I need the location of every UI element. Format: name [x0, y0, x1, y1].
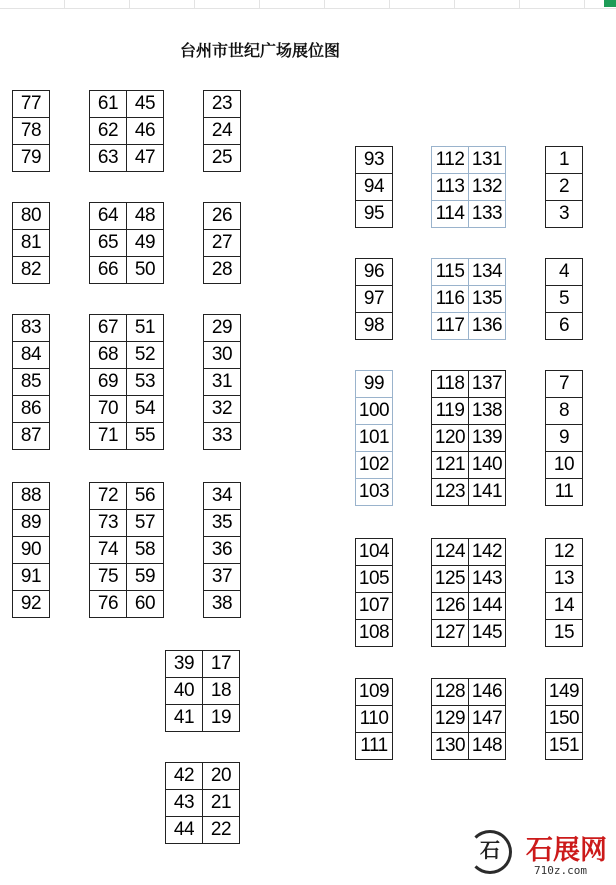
booth-cell: 117 [431, 312, 469, 340]
booth-cell: 96 [355, 258, 393, 286]
booth-cell: 13 [545, 565, 583, 593]
booth-cell: 139 [468, 424, 506, 452]
booth-cell: 50 [126, 256, 164, 284]
booth-cell: 130 [431, 732, 469, 760]
booth-cell: 127 [431, 619, 469, 647]
booth-cell: 90 [12, 536, 50, 564]
booth-cell: 20 [202, 762, 240, 790]
booth-cell: 113 [431, 173, 469, 201]
booth-column [545, 538, 583, 647]
booth-column [468, 370, 506, 506]
booth-column [165, 650, 203, 732]
booth-cell: 65 [89, 229, 127, 257]
booth-cell: 85 [12, 368, 50, 396]
booth-cell: 128 [431, 678, 469, 706]
booth-cell: 83 [12, 314, 50, 342]
booth-cell: 73 [89, 509, 127, 537]
booth-cell: 48 [126, 202, 164, 230]
booth-column [431, 146, 469, 228]
logo-stone-glyph-icon: 石 [480, 838, 500, 862]
booth-column [12, 90, 50, 172]
booth-cell: 12 [545, 538, 583, 566]
booth-cell: 7 [545, 370, 583, 398]
booth-cell: 148 [468, 732, 506, 760]
booth-column [468, 538, 506, 647]
booth-cell: 94 [355, 173, 393, 201]
booth-cell: 19 [202, 704, 240, 732]
watermark-logo [468, 826, 613, 881]
booth-cell: 105 [355, 565, 393, 593]
booth-column [89, 90, 127, 172]
booth-cell: 68 [89, 341, 127, 369]
booth-cell: 51 [126, 314, 164, 342]
booth-cell: 108 [355, 619, 393, 647]
booth-cell: 98 [355, 312, 393, 340]
booth-cell: 142 [468, 538, 506, 566]
booth-cell: 80 [12, 202, 50, 230]
watermark-url: 710z.com [534, 864, 587, 877]
booth-column [89, 314, 127, 450]
booth-column [203, 482, 241, 618]
booth-cell: 116 [431, 285, 469, 313]
booth-column [468, 258, 506, 340]
booth-column [126, 482, 164, 618]
booth-cell: 126 [431, 592, 469, 620]
booth-column [89, 202, 127, 284]
booth-cell: 24 [203, 117, 241, 145]
booth-cell: 123 [431, 478, 469, 506]
booth-column [355, 678, 393, 760]
booth-cell: 149 [545, 678, 583, 706]
booth-column [203, 90, 241, 172]
booth-cell: 93 [355, 146, 393, 174]
booth-cell: 107 [355, 592, 393, 620]
booth-cell: 92 [12, 590, 50, 618]
booth-cell: 11 [545, 478, 583, 506]
booth-cell: 53 [126, 368, 164, 396]
booth-cell: 39 [165, 650, 203, 678]
booth-cell: 135 [468, 285, 506, 313]
booth-cell: 47 [126, 144, 164, 172]
booth-cell: 6 [545, 312, 583, 340]
booth-cell: 63 [89, 144, 127, 172]
booth-cell: 30 [203, 341, 241, 369]
booth-cell: 21 [202, 789, 240, 817]
booth-cell: 76 [89, 590, 127, 618]
booth-cell: 33 [203, 422, 241, 450]
watermark-name: 石展网 [526, 835, 607, 866]
booth-cell: 61 [89, 90, 127, 118]
booth-column [126, 314, 164, 450]
booth-cell: 74 [89, 536, 127, 564]
booth-cell: 5 [545, 285, 583, 313]
booth-cell: 103 [355, 478, 393, 506]
booth-cell: 43 [165, 789, 203, 817]
booth-cell: 138 [468, 397, 506, 425]
booth-cell: 109 [355, 678, 393, 706]
booth-cell: 64 [89, 202, 127, 230]
booth-cell: 99 [355, 370, 393, 398]
booth-cell: 115 [431, 258, 469, 286]
booth-cell: 145 [468, 619, 506, 647]
booth-cell: 49 [126, 229, 164, 257]
booth-cell: 62 [89, 117, 127, 145]
booth-column [468, 678, 506, 760]
booth-cell: 26 [203, 202, 241, 230]
page-title: 台州市世纪广场展位图 [179, 41, 340, 60]
booth-column [355, 370, 393, 506]
booth-cell: 119 [431, 397, 469, 425]
booth-cell: 18 [202, 677, 240, 705]
booth-cell: 112 [431, 146, 469, 174]
booth-cell: 95 [355, 200, 393, 228]
booth-cell: 102 [355, 451, 393, 479]
booth-cell: 81 [12, 229, 50, 257]
booth-cell: 70 [89, 395, 127, 423]
booth-cell: 58 [126, 536, 164, 564]
booth-column [165, 762, 203, 844]
booth-cell: 45 [126, 90, 164, 118]
booth-column [545, 678, 583, 760]
booth-cell: 129 [431, 705, 469, 733]
booth-cell: 147 [468, 705, 506, 733]
booth-column [468, 146, 506, 228]
booth-cell: 41 [165, 704, 203, 732]
booth-cell: 35 [203, 509, 241, 537]
booth-cell: 34 [203, 482, 241, 510]
booth-cell: 124 [431, 538, 469, 566]
booth-cell: 111 [355, 732, 393, 760]
booth-cell: 88 [12, 482, 50, 510]
booth-cell: 72 [89, 482, 127, 510]
booth-cell: 71 [89, 422, 127, 450]
booth-cell: 15 [545, 619, 583, 647]
booth-cell: 78 [12, 117, 50, 145]
booth-column [12, 314, 50, 450]
booth-cell: 134 [468, 258, 506, 286]
booth-cell: 140 [468, 451, 506, 479]
booth-cell: 114 [431, 200, 469, 228]
booth-cell: 3 [545, 200, 583, 228]
booth-column [126, 90, 164, 172]
booth-column [545, 146, 583, 228]
booth-cell: 110 [355, 705, 393, 733]
booth-cell: 2 [545, 173, 583, 201]
booth-cell: 136 [468, 312, 506, 340]
booth-cell: 118 [431, 370, 469, 398]
booth-column [431, 370, 469, 506]
booth-column [545, 370, 583, 506]
booth-column [89, 482, 127, 618]
booth-cell: 28 [203, 256, 241, 284]
booth-cell: 1 [545, 146, 583, 174]
booth-cell: 137 [468, 370, 506, 398]
spreadsheet-corner-marker [604, 0, 616, 7]
booth-cell: 14 [545, 592, 583, 620]
booth-cell: 87 [12, 422, 50, 450]
booth-cell: 40 [165, 677, 203, 705]
booth-column [431, 258, 469, 340]
booth-cell: 150 [545, 705, 583, 733]
booth-cell: 25 [203, 144, 241, 172]
booth-column [203, 314, 241, 450]
booth-cell: 89 [12, 509, 50, 537]
booth-cell: 67 [89, 314, 127, 342]
booth-cell: 42 [165, 762, 203, 790]
booth-cell: 97 [355, 285, 393, 313]
booth-cell: 56 [126, 482, 164, 510]
booth-column [431, 538, 469, 647]
booth-cell: 9 [545, 424, 583, 452]
booth-cell: 77 [12, 90, 50, 118]
booth-column [355, 146, 393, 228]
booth-cell: 121 [431, 451, 469, 479]
booth-cell: 44 [165, 816, 203, 844]
booth-cell: 59 [126, 563, 164, 591]
booth-cell: 55 [126, 422, 164, 450]
booth-cell: 143 [468, 565, 506, 593]
booth-cell: 146 [468, 678, 506, 706]
booth-cell: 17 [202, 650, 240, 678]
booth-cell: 60 [126, 590, 164, 618]
booth-cell: 104 [355, 538, 393, 566]
booth-cell: 120 [431, 424, 469, 452]
booth-cell: 125 [431, 565, 469, 593]
booth-column [202, 650, 240, 732]
booth-cell: 101 [355, 424, 393, 452]
booth-cell: 86 [12, 395, 50, 423]
booth-column [12, 482, 50, 618]
booth-column [355, 538, 393, 647]
booth-cell: 36 [203, 536, 241, 564]
booth-column [12, 202, 50, 284]
spreadsheet-gridlines [0, 0, 616, 9]
booth-cell: 54 [126, 395, 164, 423]
booth-cell: 84 [12, 341, 50, 369]
booth-cell: 46 [126, 117, 164, 145]
booth-column [431, 678, 469, 760]
booth-cell: 79 [12, 144, 50, 172]
booth-cell: 31 [203, 368, 241, 396]
booth-column [203, 202, 241, 284]
booth-cell: 57 [126, 509, 164, 537]
booth-cell: 22 [202, 816, 240, 844]
booth-column [545, 258, 583, 340]
booth-cell: 37 [203, 563, 241, 591]
booth-cell: 141 [468, 478, 506, 506]
booth-cell: 100 [355, 397, 393, 425]
booth-cell: 82 [12, 256, 50, 284]
booth-column [355, 258, 393, 340]
booth-cell: 69 [89, 368, 127, 396]
booth-cell: 131 [468, 146, 506, 174]
booth-column [126, 202, 164, 284]
booth-cell: 66 [89, 256, 127, 284]
booth-cell: 75 [89, 563, 127, 591]
booth-cell: 23 [203, 90, 241, 118]
booth-cell: 144 [468, 592, 506, 620]
booth-cell: 91 [12, 563, 50, 591]
booth-cell: 27 [203, 229, 241, 257]
booth-cell: 10 [545, 451, 583, 479]
booth-cell: 133 [468, 200, 506, 228]
booth-column [202, 762, 240, 844]
booth-cell: 29 [203, 314, 241, 342]
booth-cell: 38 [203, 590, 241, 618]
booth-cell: 132 [468, 173, 506, 201]
booth-cell: 8 [545, 397, 583, 425]
booth-cell: 151 [545, 732, 583, 760]
booth-cell: 32 [203, 395, 241, 423]
booth-cell: 4 [545, 258, 583, 286]
booth-cell: 52 [126, 341, 164, 369]
